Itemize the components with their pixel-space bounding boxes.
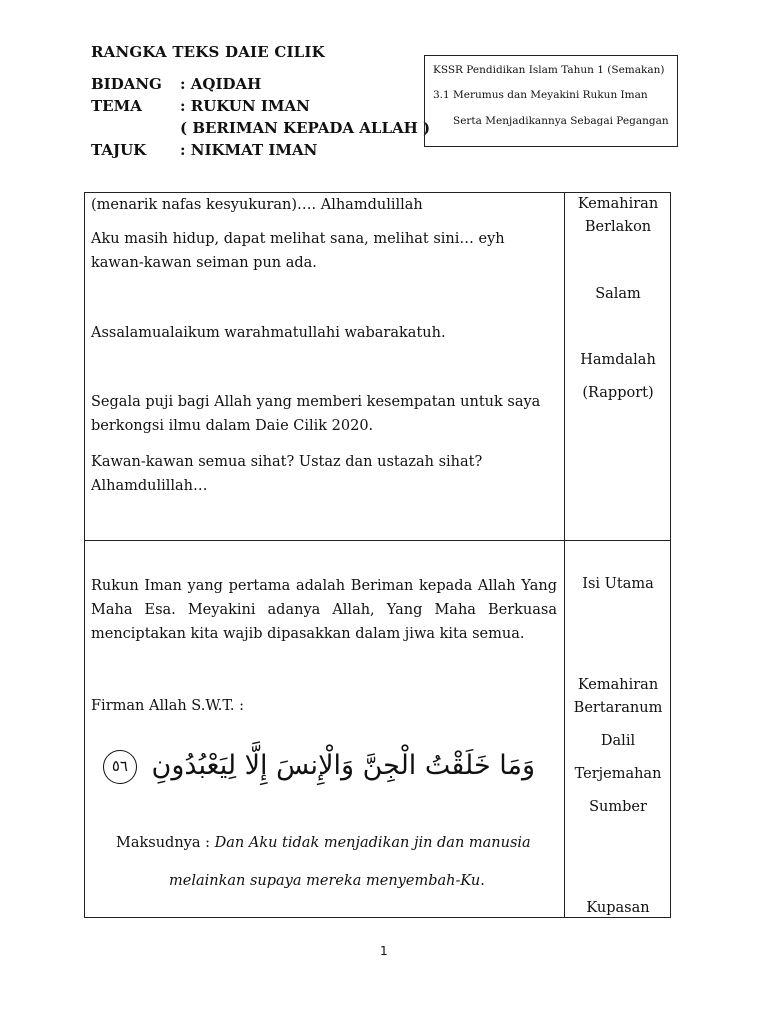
translation-line-2: melainkan supaya mereka menyembah-Ku.: [169, 873, 485, 889]
side-label-kupasan: Kupasan: [586, 900, 650, 916]
tajuk-label: TAJUK: [91, 141, 147, 159]
side-label-berlakon: Berlakon: [584, 219, 652, 235]
maksud-label: Maksudnya :: [116, 835, 215, 851]
bidang-label: BIDANG: [91, 75, 162, 93]
rapport-paragraph: Kawan-kawan semua sihat? Ustaz dan ustazah sihat? Alhamdulillah…: [91, 454, 483, 494]
translation-line-1: [116, 831, 556, 855]
tema-label: TEMA: [91, 97, 142, 115]
bidang-value: : AQIDAH: [180, 75, 262, 93]
side-label-hamdalah: Hamdalah: [580, 352, 656, 368]
side-label-salam: Salam: [595, 286, 641, 302]
kssr-line-3: Serta Menjadikannya Sebagai Pegangan: [453, 115, 669, 127]
tajuk-value: : NIKMAT IMAN: [180, 141, 318, 159]
side-label-kemahiran-2: Kemahiran: [577, 677, 659, 693]
quran-verse-text: وَمَا خَلَقْتُ الْجِنَّ وَالْإِنسَ إِلَّا لِيَعْبُدُونِ: [151, 750, 535, 781]
side-label-kemahiran-1: Kemahiran: [577, 196, 659, 212]
row-divider: [85, 540, 670, 541]
script-table: [84, 192, 671, 918]
ayah-number-badge: ٥٦: [103, 750, 137, 784]
side-label-rapport: (Rapport): [582, 385, 654, 401]
kssr-line-1: KSSR Pendidikan Islam Tahun 1 (Semakan): [433, 64, 665, 76]
tema-value: : RUKUN IMAN: [180, 97, 310, 115]
page-number: 1: [380, 944, 388, 958]
quran-verse: [111, 736, 535, 796]
side-label-terjemahan: Terjemahan: [574, 766, 662, 782]
side-label-sumber: Sumber: [589, 799, 647, 815]
document-title: RANGKA TEKS DAIE CILIK: [91, 43, 325, 61]
intro-paragraph-2: Aku masih hidup, dapat melihat sana, melihat sini… eyh kawan-kawan seiman pun ada.: [91, 231, 505, 271]
intro-paragraph-1: (menarik nafas kesyukuran)…. Alhamdulillah: [91, 197, 423, 213]
firman-label: Firman Allah S.W.T. :: [91, 698, 244, 714]
kssr-line-2: 3.1 Merumus dan Meyakini Rukun Iman: [433, 89, 648, 101]
translation-text-1: Dan Aku tidak menjadikan jin dan manusia: [214, 835, 531, 851]
side-label-dalil: Dalil: [600, 733, 636, 749]
side-label-isi-utama: Isi Utama: [582, 576, 654, 592]
tema-subtitle: ( BERIMAN KEPADA ALLAH ): [180, 119, 431, 137]
salam-paragraph: Assalamualaikum warahmatullahi wabarakatuh.: [91, 325, 446, 341]
main-content-paragraph: Rukun Iman yang pertama adalah Beriman kepada Allah Yang Maha Esa. Meyakini adanya Allah, Yang Maha Berkuasa menciptakan kita wajib dipasakkan dalam jiwa kita semua.: [91, 578, 557, 642]
side-label-bertaranum: Bertaranum: [573, 700, 663, 716]
hamdalah-paragraph: Segala puji bagi Allah yang memberi kesempatan untuk saya berkongsi ilmu dalam Daie Cilik 2020.: [91, 394, 541, 434]
kssr-reference-box: [424, 55, 678, 147]
